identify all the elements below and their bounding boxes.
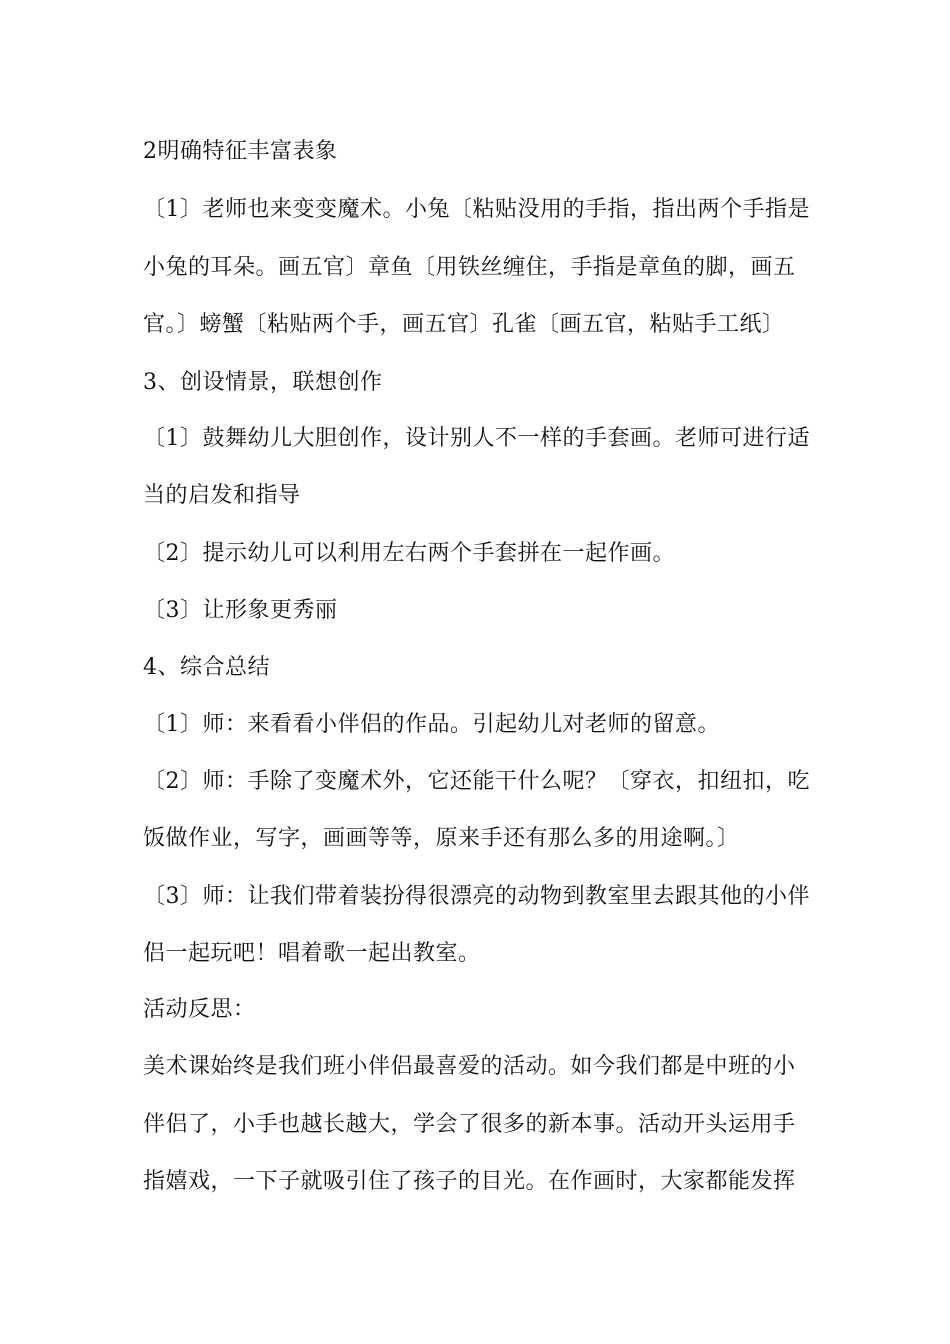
paragraph-line: 侣一起玩吧！唱着歌一起出教室。 (143, 941, 481, 966)
reflection-heading: 活动反思： (143, 997, 256, 1022)
paragraph-line: 当的启发和指导 (143, 483, 301, 508)
paragraph-line: 〔1〕师：来看看小伴侣的作品。引起幼儿对老师的留意。 (143, 712, 720, 737)
paragraph-line: 美术课始终是我们班小伴侣最喜爱的活动。如今我们都是中班的小 (143, 1054, 796, 1079)
paragraph-line: 〔1〕鼓舞幼儿大胆创作，设计别人不一样的手套画。老师可进行适 (143, 426, 810, 451)
paragraph-line: 指嬉戏，一下子就吸引住了孩子的目光。在作画时，大家都能发挥 (143, 1169, 796, 1194)
paragraph-line: 官。〕螃蟹〔粘贴两个手，画五官〕孔雀〔画五官，粘贴手工纸〕 (143, 312, 785, 337)
section-heading-2: 2明确特征丰富表象 (143, 139, 338, 164)
section-heading-4: 4、综合总结 (143, 655, 270, 680)
paragraph-line: 〔3〕让形象更秀丽 (143, 598, 338, 623)
paragraph-line: 伴侣了，小手也越长越大，学会了很多的新本事。活动开头运用手 (143, 1112, 796, 1137)
paragraph-line: 〔2〕提示幼儿可以利用左右两个手套拼在一起作画。 (143, 541, 675, 566)
section-heading-3: 3、创设情景，联想创作 (143, 370, 383, 395)
paragraph-line: 〔2〕师：手除了变魔术外，它还能干什么呢？〔穿衣，扣纽扣，吃 (143, 769, 810, 794)
paragraph-line: 〔1〕老师也来变变魔术。小兔〔粘贴没用的手指，指出两个手指是 (143, 197, 810, 222)
paragraph-line: 小兔的耳朵。画五官〕章鱼〔用铁丝缠住，手指是章鱼的脚，画五 (143, 255, 796, 280)
paragraph-line: 饭做作业，写字，画画等等，原来手还有那么多的用途啊。〕 (143, 826, 740, 851)
paragraph-line: 〔3〕师：让我们带着装扮得很漂亮的动物到教室里去跟其他的小伴 (143, 884, 810, 909)
